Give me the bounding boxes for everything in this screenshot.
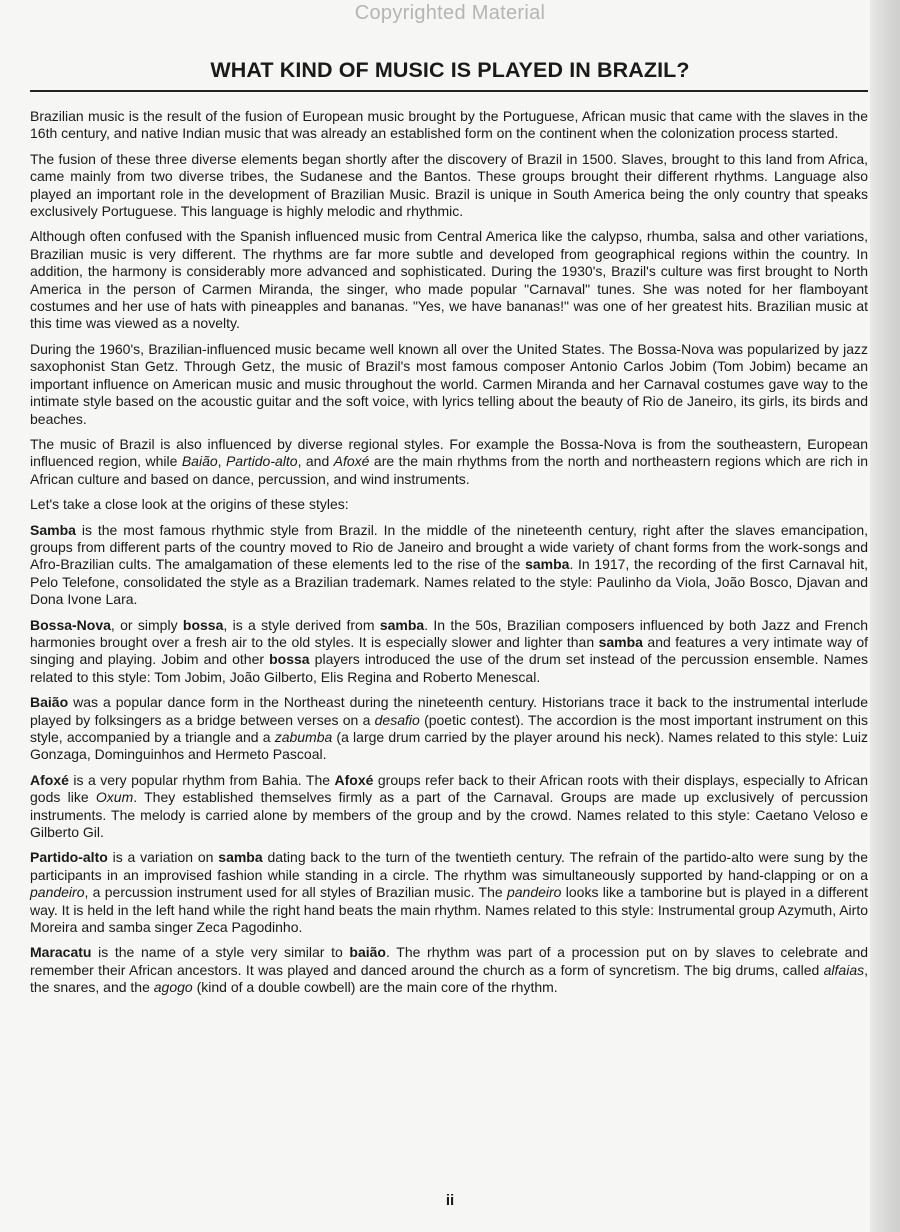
paragraph-text: The music of Brazil is also influenced by diverse regional styles. For example the Bossa-Nova is from the southeastern, European influenced region, while	[30, 435, 868, 470]
article-body	[30, 108, 868, 1005]
italic-term: Oxum	[95, 789, 134, 806]
italic-term: Baião	[181, 453, 218, 470]
body-paragraph	[30, 496, 868, 513]
body-paragraph	[30, 944, 868, 996]
italic-term: Afoxé	[333, 453, 370, 470]
bold-term: Afoxé	[30, 771, 69, 788]
paragraph-text: is a very popular rhythm from Bahia. The	[68, 771, 335, 788]
bold-term: Baião	[30, 694, 69, 711]
bold-term: Bossa-Nova	[30, 616, 111, 633]
body-paragraph	[30, 772, 868, 842]
paragraph-text: is the most famous rhythmic style from Brazil. In the middle of the nineteenth century, right after the slaves emancipation, groups from different parts of the country moved to Rio de Janeiro and brought a wide variety of chant forms from the work-songs and Afro-Brazilian cults. The amalgamation of these elements led to the rise of the	[30, 521, 868, 573]
paragraph-text: is the name of a style very similar to	[91, 944, 350, 961]
paragraph-text: (kind of a double cowbell) are the main core of the rhythm.	[192, 979, 558, 996]
paragraph-text: The fusion of these three diverse elements began shortly after the discovery of Brazil in 1500. Slaves, brought to this land from Africa, came mainly from two diverse tribes, the Sudanese and the Bantos. These groups brought their different rhythms. Language also played an important role in the development of Brazilian Music. Brazil is unique in South America being the only country that speaks exclusively Portuguese. This language is highly melodic and rhythmic.	[30, 150, 868, 220]
bold-term: bossa	[182, 616, 224, 633]
italic-term: zabumba	[274, 729, 333, 745]
paragraph-text: . The rhythm was part of a procession put on by slaves to celebrate and remember their African ancestors. It was played and danced around the church as a form of syncretism. The big drums, called	[30, 944, 868, 978]
bold-term: samba	[379, 616, 425, 633]
paragraph-text: looks like a tamborine but is played in a different way. It is held in the left hand while the right hand beats the main rhythm. Names related to this style: Instrumental group Azymuth, Airto Moreira and samba singer Zeca Pagodinho.	[30, 884, 868, 936]
paragraph-text: , and	[297, 453, 334, 470]
paragraph-text: groups refer back to their African roots with their displays, especially to African gods like	[30, 771, 868, 806]
bold-term: samba	[218, 849, 263, 866]
page-number: ii	[445, 1192, 455, 1209]
book-spine-shadow	[870, 0, 900, 1232]
body-paragraph	[30, 108, 868, 143]
page-title: WHAT KIND OF MUSIC IS PLAYED IN BRAZIL?	[210, 58, 690, 82]
paragraph-text: is a variation on	[107, 849, 219, 866]
body-paragraph	[30, 151, 868, 221]
bold-term: bossa	[269, 651, 310, 668]
paragraph-text: dating back to the turn of the twentieth century. The refrain of the partido-alto were sung by the participants in an improvised fashion while standing in a circle. The rhythm was simultaneously supported by hand-clapping or on a	[30, 849, 869, 883]
bold-term: samba	[598, 633, 643, 650]
body-paragraph	[30, 849, 868, 936]
paragraph-text: ,	[217, 453, 226, 470]
bold-term: samba	[525, 556, 570, 573]
title-divider	[30, 90, 868, 92]
paragraph-text: Although often confused with the Spanish influenced music from Central America like the calypso, rhumba, salsa and other variations, Brazilian music is very different. The rhythms are far more subtle and developed from geographical regions within the country. In addition, the harmony is considerably more advanced and sophisticated. During the 1930's, Brazil's culture was first brought to North America in the person of Carmen Miranda, the singer, who made popular "Carnaval" tunes. She was noted for her flamboyant costumes and her use of hats with pineapples and bananas. "Yes, we have bananas!" was one of her greatest hits. Brazilian music at this time was viewed as a novelty.	[30, 228, 868, 332]
italic-term: pandeiro	[30, 884, 85, 901]
body-paragraph	[30, 522, 868, 609]
body-paragraph	[30, 228, 868, 332]
italic-term: alfaias	[823, 961, 865, 978]
paragraph-text: , the snares, and the	[30, 961, 868, 996]
paragraph-text: are the main rhythms from the north and northeastern regions which are rich in African culture and based on dance, percussion, and wind instruments.	[30, 453, 869, 487]
bold-term: Afoxé	[334, 771, 374, 788]
paragraph-text: and features a very intimate way of singing and playing. Jobim and other	[30, 633, 869, 668]
body-paragraph	[30, 436, 868, 488]
italic-term: pandeiro	[506, 884, 562, 901]
paragraph-text: , is a style derived from	[223, 616, 380, 633]
paragraph-text: (a large drum carried by the player around his neck). Names related to this style: Luiz Gonzaga, Dominguinhos and Hermeto Pascoal.	[30, 729, 869, 763]
bold-term: baião	[349, 944, 386, 961]
italic-term: agogo	[153, 979, 193, 996]
body-paragraph	[30, 617, 868, 687]
italic-term: desafio	[374, 711, 420, 728]
paragraph-text: Let's take a close look at the origins of these styles:	[30, 496, 349, 513]
italic-term: Partido-alto	[225, 453, 298, 470]
paragraph-text: . They established themselves firmly as a part of the Carnaval. Groups are made up exclusively of percussion instruments. The melody is carried alone by members of the group and by the crowd. Names related to this style: Caetano Veloso e Gilberto Gil.	[30, 789, 868, 841]
bold-term: Samba	[30, 521, 76, 538]
paragraph-text: , a percussion instrument used for all styles of Brazilian music. The	[84, 884, 507, 901]
paragraph-text: was a popular dance form in the Northeast during the nineteenth century. Historians trace it back to the instrumental interlude played by folksingers as a bridge between verses on a	[30, 694, 868, 728]
paragraph-text: During the 1960's, Brazilian-influenced music became well known all over the United States. The Bossa-Nova was popularized by jazz saxophonist Stan Getz. Through Getz, the music of Brazil's most famous composer Antonio Carlos Jobim (Tom Jobim) became an important influence on American music and music throughout the world. Carmen Miranda and her Carnaval costumes gave way to the intimate style based on the acoustic guitar and the soft voice, with lyrics telling about the beauty of Rio de Janeiro, its girls, its birds and beaches.	[30, 340, 868, 427]
paragraph-text: Brazilian music is the result of the fusion of European music brought by the Portuguese, African music that came with the slaves in the 16th century, and native Indian music that was already an established form on the continent when the colonization process started.	[30, 108, 868, 142]
paragraph-text: (poetic contest). The accordion is the most important instrument on this style, accompanied by a triangle and a	[30, 711, 868, 745]
bold-term: Partido-alto	[30, 849, 108, 866]
copyright-watermark: Copyrighted Material	[354, 2, 546, 24]
paragraph-text: players introduced the use of the drum set instead of the percussion ensemble. Names related to this style: Tom Jobim, João Gilberto, Elis Regina and Roberto Menescal.	[30, 651, 868, 685]
paragraph-text: . In 1917, the recording of the first Carnaval hit, Pelo Telefone, consolidated the style as a Brazilian trademark. Names related to the style: Paulinho da Viola, João Bosco, Djavan and Dona Ivone Lara.	[30, 556, 869, 608]
body-paragraph	[30, 694, 868, 764]
bold-term: Maracatu	[30, 944, 92, 961]
paragraph-text: . In the 50s, Brazilian composers influenced by both Jazz and French harmonies brought over a fresh air to the old styles. It is especially slower and lighter than	[30, 616, 868, 650]
paragraph-text: , or simply	[110, 616, 183, 633]
body-paragraph	[30, 341, 868, 428]
